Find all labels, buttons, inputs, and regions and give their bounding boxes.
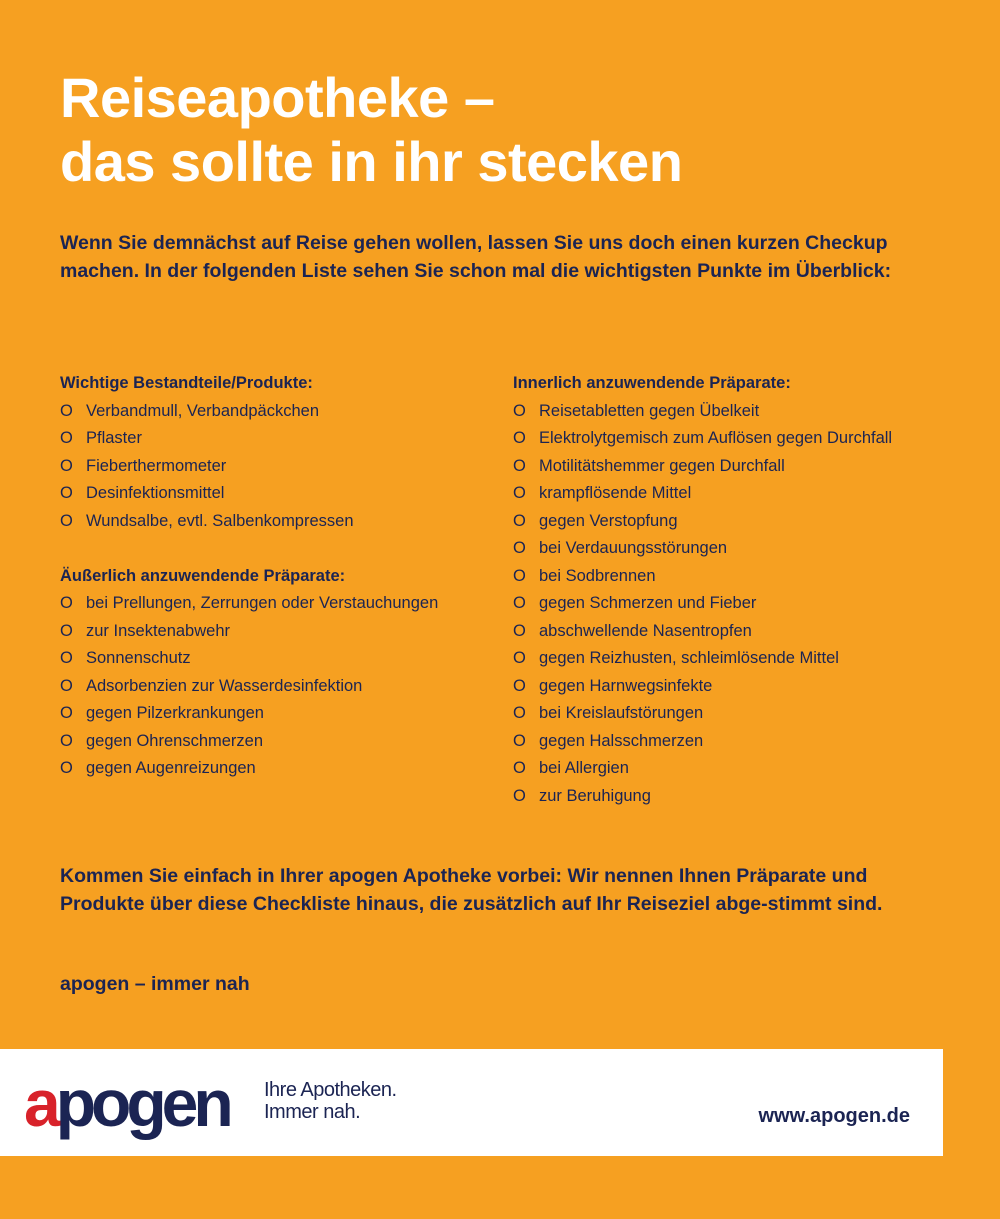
checklist-item (513, 700, 983, 728)
checklist-item (513, 563, 983, 591)
checkbox-circle-icon: O (60, 594, 73, 612)
checklist-item (513, 590, 983, 618)
checklist-item (513, 728, 983, 756)
section-heading: Äußerlich anzuwendende Präparate: (60, 566, 346, 585)
checkbox-circle-icon: O (513, 676, 526, 695)
checkbox-circle-icon: O (513, 621, 526, 640)
checkbox-circle-icon: O (513, 401, 526, 420)
checklist-section (513, 370, 983, 810)
checkbox-circle-icon: O (60, 511, 73, 530)
checklist-item (60, 398, 530, 426)
checkbox-circle-icon: O (60, 429, 73, 447)
checklist-item (513, 755, 983, 783)
checklist-item (513, 508, 983, 536)
checklist-item (60, 700, 530, 728)
checklist-item-label: zur Insektenabwehr (86, 621, 230, 640)
checkbox-circle-icon: O (513, 511, 526, 530)
checklist-item (60, 645, 530, 673)
checklist-item-label: gegen Reizhusten, schleimlösende Mittel (539, 649, 839, 667)
checklist-item (60, 618, 530, 646)
apogen-logo (24, 1063, 229, 1143)
checklist-item-label: Desinfektionsmittel (86, 484, 225, 502)
checklist-item (513, 535, 983, 563)
footer-banner (0, 1049, 943, 1156)
checklist-item-label: gegen Augenreizungen (86, 759, 256, 777)
checkbox-circle-icon: O (60, 649, 73, 667)
checklist-item-label: Verbandmull, Verbandpäckchen (86, 401, 319, 420)
checklist-item-label: gegen Schmerzen und Fieber (539, 594, 757, 612)
checklist-item-label: bei Prellungen, Zerrungen oder Verstauchungen (86, 594, 439, 612)
checklist-item-label: Fieberthermometer (86, 456, 227, 475)
title-line-1: Reiseapotheke – (60, 66, 495, 129)
checkbox-circle-icon: O (60, 484, 73, 502)
checklist-item (513, 673, 983, 701)
checkbox-circle-icon: O (60, 456, 73, 475)
checklist-item-label: Wundsalbe, evtl. Salbenkompressen (86, 511, 354, 530)
checkbox-circle-icon: O (513, 786, 526, 805)
checklist-left-column (60, 370, 530, 810)
checkbox-circle-icon: O (513, 731, 526, 750)
checklist-item-label: bei Kreislaufstörungen (539, 704, 704, 722)
checklist-item-label: Motilitätshemmer gegen Durchfall (539, 456, 785, 475)
checklist-item-label: gegen Verstopfung (539, 511, 678, 530)
checklist-item-label: Sonnenschutz (86, 649, 191, 667)
checkbox-circle-icon: O (513, 429, 526, 447)
checklist-item (513, 783, 983, 811)
footer-tagline (264, 1079, 397, 1123)
checkbox-circle-icon: O (513, 456, 526, 475)
checklist-item-label: Adsorbenzien zur Wasserdesinfektion (86, 676, 363, 695)
checklist-item (60, 508, 530, 536)
checklist-item-label: gegen Ohrenschmerzen (86, 731, 264, 750)
checklist-item-label: krampflösende Mittel (539, 484, 692, 502)
checklist-item-label: bei Allergien (539, 759, 629, 777)
checklist-item-label: gegen Halsschmerzen (539, 731, 704, 750)
checklist-item (513, 425, 983, 453)
checklist-item (513, 453, 983, 481)
checklist-section (60, 563, 530, 783)
checklist-item (60, 453, 530, 481)
tagline-line-2: Immer nah. (264, 1101, 361, 1123)
checkbox-circle-icon: O (60, 759, 73, 777)
checklist-item (513, 480, 983, 508)
checkbox-circle-icon: O (60, 676, 73, 695)
section-heading: Innerlich anzuwendende Präparate: (513, 374, 791, 392)
checklist-item (60, 590, 530, 618)
checklist-item (60, 755, 530, 783)
checklist-item (60, 673, 530, 701)
checklist-item-label: bei Sodbrennen (539, 566, 656, 585)
logo-letter-a: a (24, 1066, 56, 1140)
checkbox-circle-icon: O (513, 484, 526, 502)
checklist-item (60, 480, 530, 508)
tagline-line-1: Ihre Apotheken. (264, 1079, 397, 1101)
checklist-item-label: gegen Pilzerkrankungen (86, 704, 264, 722)
checkbox-circle-icon: O (60, 401, 73, 420)
checklist-item-label: Reisetabletten gegen Übelkeit (539, 401, 760, 420)
logo-letters-pogen: pogen (55, 1066, 229, 1140)
checklist-item-label: abschwellende Nasentropfen (539, 621, 752, 640)
checklist-item (513, 398, 983, 426)
checklist-item-label: Pflaster (86, 429, 142, 447)
closing-text: Kommen Sie einfach in Ihrer apogen Apotheke vorbei: Wir nennen Ihnen Präparate und Produkte über diese Checkliste hinaus, die zusätzlich auf Ihr Reiseziel abge-stimmt sind. (60, 865, 883, 915)
slogan: apogen – immer nah (60, 973, 250, 995)
section-heading: Wichtige Bestandteile/Produkte: (60, 374, 313, 392)
checklist-section (60, 370, 530, 535)
checkbox-circle-icon: O (513, 759, 526, 777)
website-link[interactable]: www.apogen.de (758, 1105, 910, 1127)
checklist-item-label: gegen Harnwegsinfekte (539, 676, 713, 695)
page-title (60, 66, 960, 194)
checklist-item-label: zur Beruhigung (539, 786, 651, 805)
checkbox-circle-icon: O (513, 566, 526, 585)
checklist-item (60, 728, 530, 756)
checkbox-circle-icon: O (60, 621, 73, 640)
checkbox-circle-icon: O (60, 704, 73, 722)
checklist-item (60, 425, 530, 453)
checklist-item-label: bei Verdauungsstörungen (539, 539, 728, 557)
checkbox-circle-icon: O (513, 539, 526, 557)
intro-text: Wenn Sie demnächst auf Reise gehen wollen, lassen Sie uns doch einen kurzen Checkup machen. In der folgenden Liste sehen Sie schon mal die wichtigsten Punkte im Überblick: (60, 232, 892, 282)
checkbox-circle-icon: O (513, 704, 526, 722)
checklist-item (513, 645, 983, 673)
checklist-item (513, 618, 983, 646)
checklist-right-column (513, 370, 983, 838)
checkbox-circle-icon: O (513, 594, 526, 612)
checklist-item-label: Elektrolytgemisch zum Auflösen gegen Durchfall (539, 429, 893, 447)
title-line-2: das sollte in ihr stecken (60, 130, 683, 193)
checkbox-circle-icon: O (513, 649, 526, 667)
checkbox-circle-icon: O (60, 731, 73, 750)
